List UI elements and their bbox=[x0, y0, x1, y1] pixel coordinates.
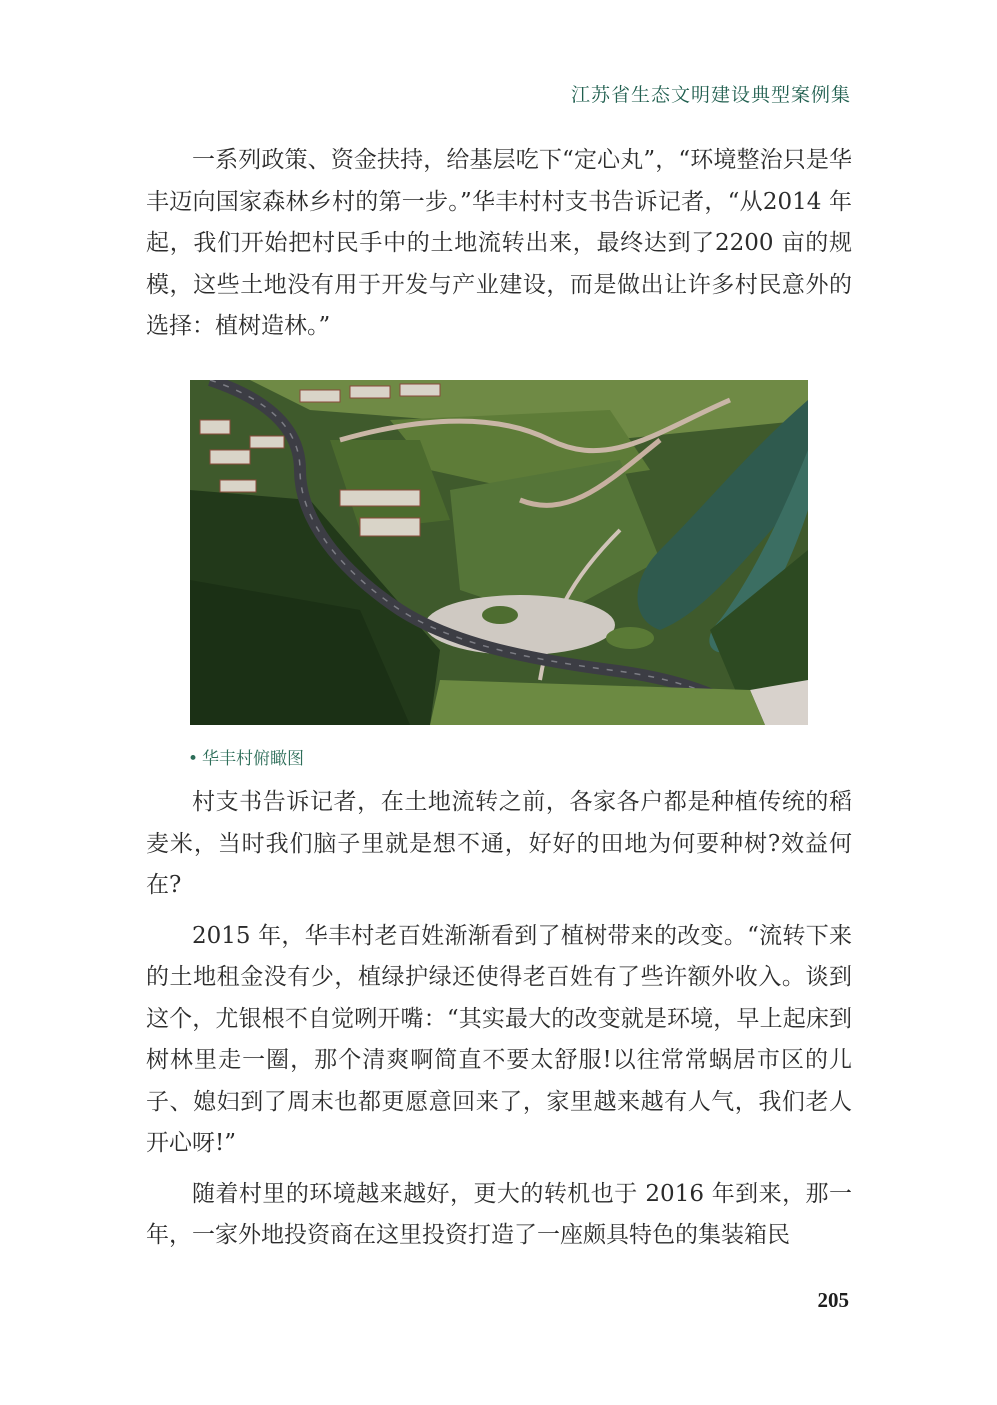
aerial-photo-village bbox=[190, 380, 808, 725]
paragraph: 随着村里的环境越来越好，更大的转机也于 2016 年到来，那一年，一家外地投资商在这里投资打造了一座颇具特色的集装箱民 bbox=[146, 1180, 852, 1248]
body-text-bottom bbox=[146, 782, 852, 1257]
running-header: 江苏省生态文明建设典型案例集 bbox=[570, 84, 851, 106]
paragraph: 2015 年，华丰村老百姓渐渐看到了植树带来的改变。“流转下来的土地租金没有少，植绿护绿还使得老百姓有了些许额外收入。谈到这个，尤银根不自觉咧开嘴：“其实最大的改变就是环境，早上起床到树林里走一圈，那个清爽啊简直不要太舒服!以往常常蜗居市区的儿子、媳妇到了周末也都更愿意回来了，家里越来越有人气，我们老人开心呀!” bbox=[146, 922, 852, 1156]
body-text-top bbox=[146, 140, 852, 348]
caption-text: 华丰村俯瞰图 bbox=[202, 749, 305, 769]
caption-bullet: • bbox=[188, 749, 199, 769]
page-number: 205 bbox=[817, 1288, 849, 1312]
paragraph: 村支书告诉记者，在土地流转之前，各家各户都是种植传统的稻麦米，当时我们脑子里就是想不通，好好的田地为何要种树?效益何在? bbox=[146, 789, 852, 898]
figure-caption bbox=[188, 744, 304, 769]
paragraph: 一系列政策、资金扶持，给基层吃下“定心丸”，“环境整治只是华丰迈向国家森林乡村的第一步。”华丰村村支书告诉记者，“从2014 年起，我们开始把村民手中的土地流转出来，最终达到了2200 亩的规模，这些土地没有用于开发与产业建设，而是做出让许多村民意外的选择：植树造林。” bbox=[146, 147, 852, 339]
